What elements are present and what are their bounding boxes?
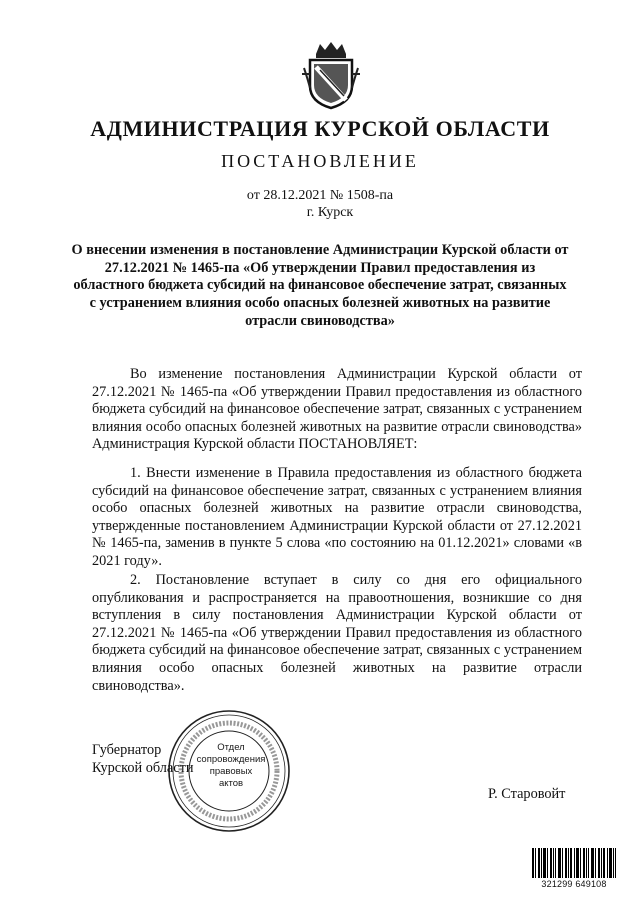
signatory-title-line-1: Губернатор [92, 742, 162, 758]
barcode-icon [532, 848, 616, 878]
item-1-paragraph: 1. Внести изменение в Правила предоставления из областного бюджета субсидий на финансовое обеспечение затрат, связанных с устранением влияния особо опасных болезней животных на развитие отрасли свиноводства, утвержденные постановлением Администрации Курской области от 27.12.2021 № 1465-па, заменив в пункте 5 слова «по состоянию на 01.12.2021» словами «в 2021 году». [92, 465, 582, 569]
signatory-name: Р. Старовойт [488, 786, 566, 802]
signatory-title-line-2: Курской области [92, 759, 194, 776]
stamp-line-3: правовых [209, 766, 253, 777]
kursk-coat-of-arms-icon [302, 40, 360, 110]
barcode-number: 321299 649108 [541, 879, 607, 889]
city: г. Курск [306, 205, 354, 220]
preamble-paragraph: Во изменение постановления Администрации Курской области от 27.12.2021 № 1465-па «Об утверждении Правил предоставления из областного бюджета субсидий на финансовое обеспечение затрат, связанных с устранением влияния особо опасных болезней животных на развитие отрасли свиноводства» Администрация Курской области ПОСТАНОВЛЯЕТ: [92, 366, 582, 453]
date-number: от 28.12.2021 № 1508-па [246, 188, 394, 203]
authority-title: АДМИНИСТРАЦИЯ КУРСКОЙ ОБЛАСТИ [90, 116, 550, 141]
stamp-line-2: сопровождения [196, 754, 266, 765]
stamp-line-4: актов [218, 778, 244, 789]
stamp-text [196, 742, 266, 790]
item-2-paragraph: 2. Постановление вступает в силу со дня его официального опубликования и распространяется на правоотношения, возникшие со дня вступления в силу постановления Администрации Курской области от 27.12.2021 № 1465-па «Об утверждении Правил предоставления из областного бюджета субсидий на финансовое обеспечение затрат, связанных с устранением влияния особо опасных болезней животных на развитие отрасли свиноводства». [92, 572, 582, 694]
document-type: ПОСТАНОВЛЕНИЕ [221, 151, 419, 171]
document-subject: О внесении изменения в постановление Администрации Курской области от 27.12.2021 № 1465-па «Об утверждении Правил предоставления из областного бюджета субсидий на финансовое обеспечение затрат, связанных с устранением влияния особо опасных болезней животных на развитие отрасли свиноводства» [71, 242, 569, 329]
stamp-line-1: Отдел [217, 742, 245, 753]
